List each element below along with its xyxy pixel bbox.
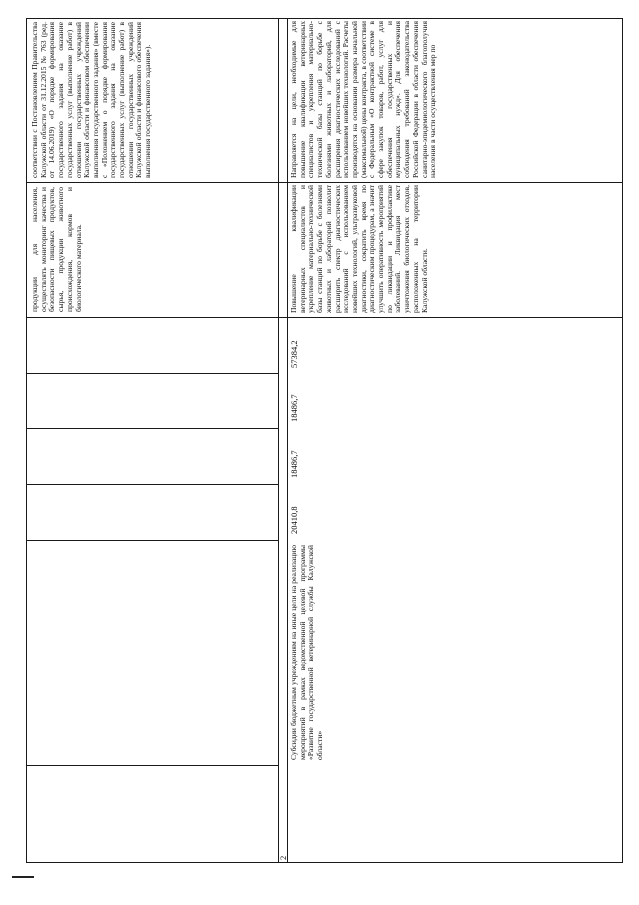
row2-basis-cell: Направляется на цели, необходимые для повышение квалификации ветеринарных специалистов и укрепления материально-технической базы станций по борьбе с болезнями животных и лабораторий, для расширения диагностических исследований с использованием новейших технологий. Расчеты производятся на основании размера начальной (максимальной) цены контракта, в соответствии с Федеральным «О контрактной системе в сфере закупок товаров, работ, услуг для обеспечения государственных и муниципальных нужд». Для обеспечения соблюдения требований законодательства Российской Федерации в области обеспечения санитарно-эпидемиологического благополучия населения в части осуществления мер по: [289, 21, 438, 178]
page-mark: [12, 876, 34, 878]
row2-name-cell: Субсидии бюджетным учреждениям на иные цели на реализацию мероприятий в рамках ведомственной целевой программы «Развитие государственной ветеринарной службы Калужской области»: [289, 545, 325, 760]
row1-basis-cell: соответствии с Постановлением Правительства Калужской области от 31.12.2015 № 763 (ред. от 14.06.2019) «О порядке формирования государственного задания на оказание государственных услуг (выполнение работ) в отношении государственных учреждений Калужской области и финансовом обеспечении выполнения государственного задания» (вместе с «Положением о порядке формирования государственного задания на оказание государственных услуг (выполнение работ) в отношении государственных учреждений Калужской области и финансового обеспечения выполнения государственного задания»).: [30, 22, 153, 178]
col-separator-val4: [26, 373, 279, 374]
table-border-right: [622, 18, 623, 863]
col-separator-name: [26, 765, 279, 766]
col-separator-val1: [26, 540, 279, 541]
row2-value-3: 18486,7: [289, 394, 299, 422]
row2-result-cell: Повышение квалификации ветеринарных специалистов и укрепление материально-технической базы станций по борьбе с болезнями животных и лабораторий позволит расширить спектр диагностических исследований с использованием новейших технологий, ультразвуковой диагностики, сократить время по диагностическим процедурам, а значит улучшить оперативность мероприятий по ликвидации и профилактике заболеваний. Ликвидация мест уничтожения биологических отходов, расположенных на территории Калужской области.: [289, 185, 429, 313]
col-separator-basis: [26, 182, 623, 183]
col-separator-val2: [26, 484, 279, 485]
col-separator-result: [26, 317, 623, 318]
row2-value-4: 57384,2: [289, 340, 299, 368]
col-separator-val3: [26, 428, 279, 429]
table-border-bottom: [26, 862, 623, 863]
row2-value-2: 18486,7: [289, 450, 299, 478]
table-border-top: [26, 18, 623, 19]
row2-value-1: 20410,8: [289, 506, 299, 534]
row-separator-1: [278, 18, 279, 863]
row1-result-cell: продукции для населения, осуществлять мониторинг качества и безопасности пищевых продуктов, сырья, продукции животного происхождения, кормов и биологического материала.: [30, 187, 83, 312]
row2-number: 2: [278, 855, 288, 860]
row-separator-2: [287, 18, 288, 863]
table-border-left: [26, 18, 27, 863]
